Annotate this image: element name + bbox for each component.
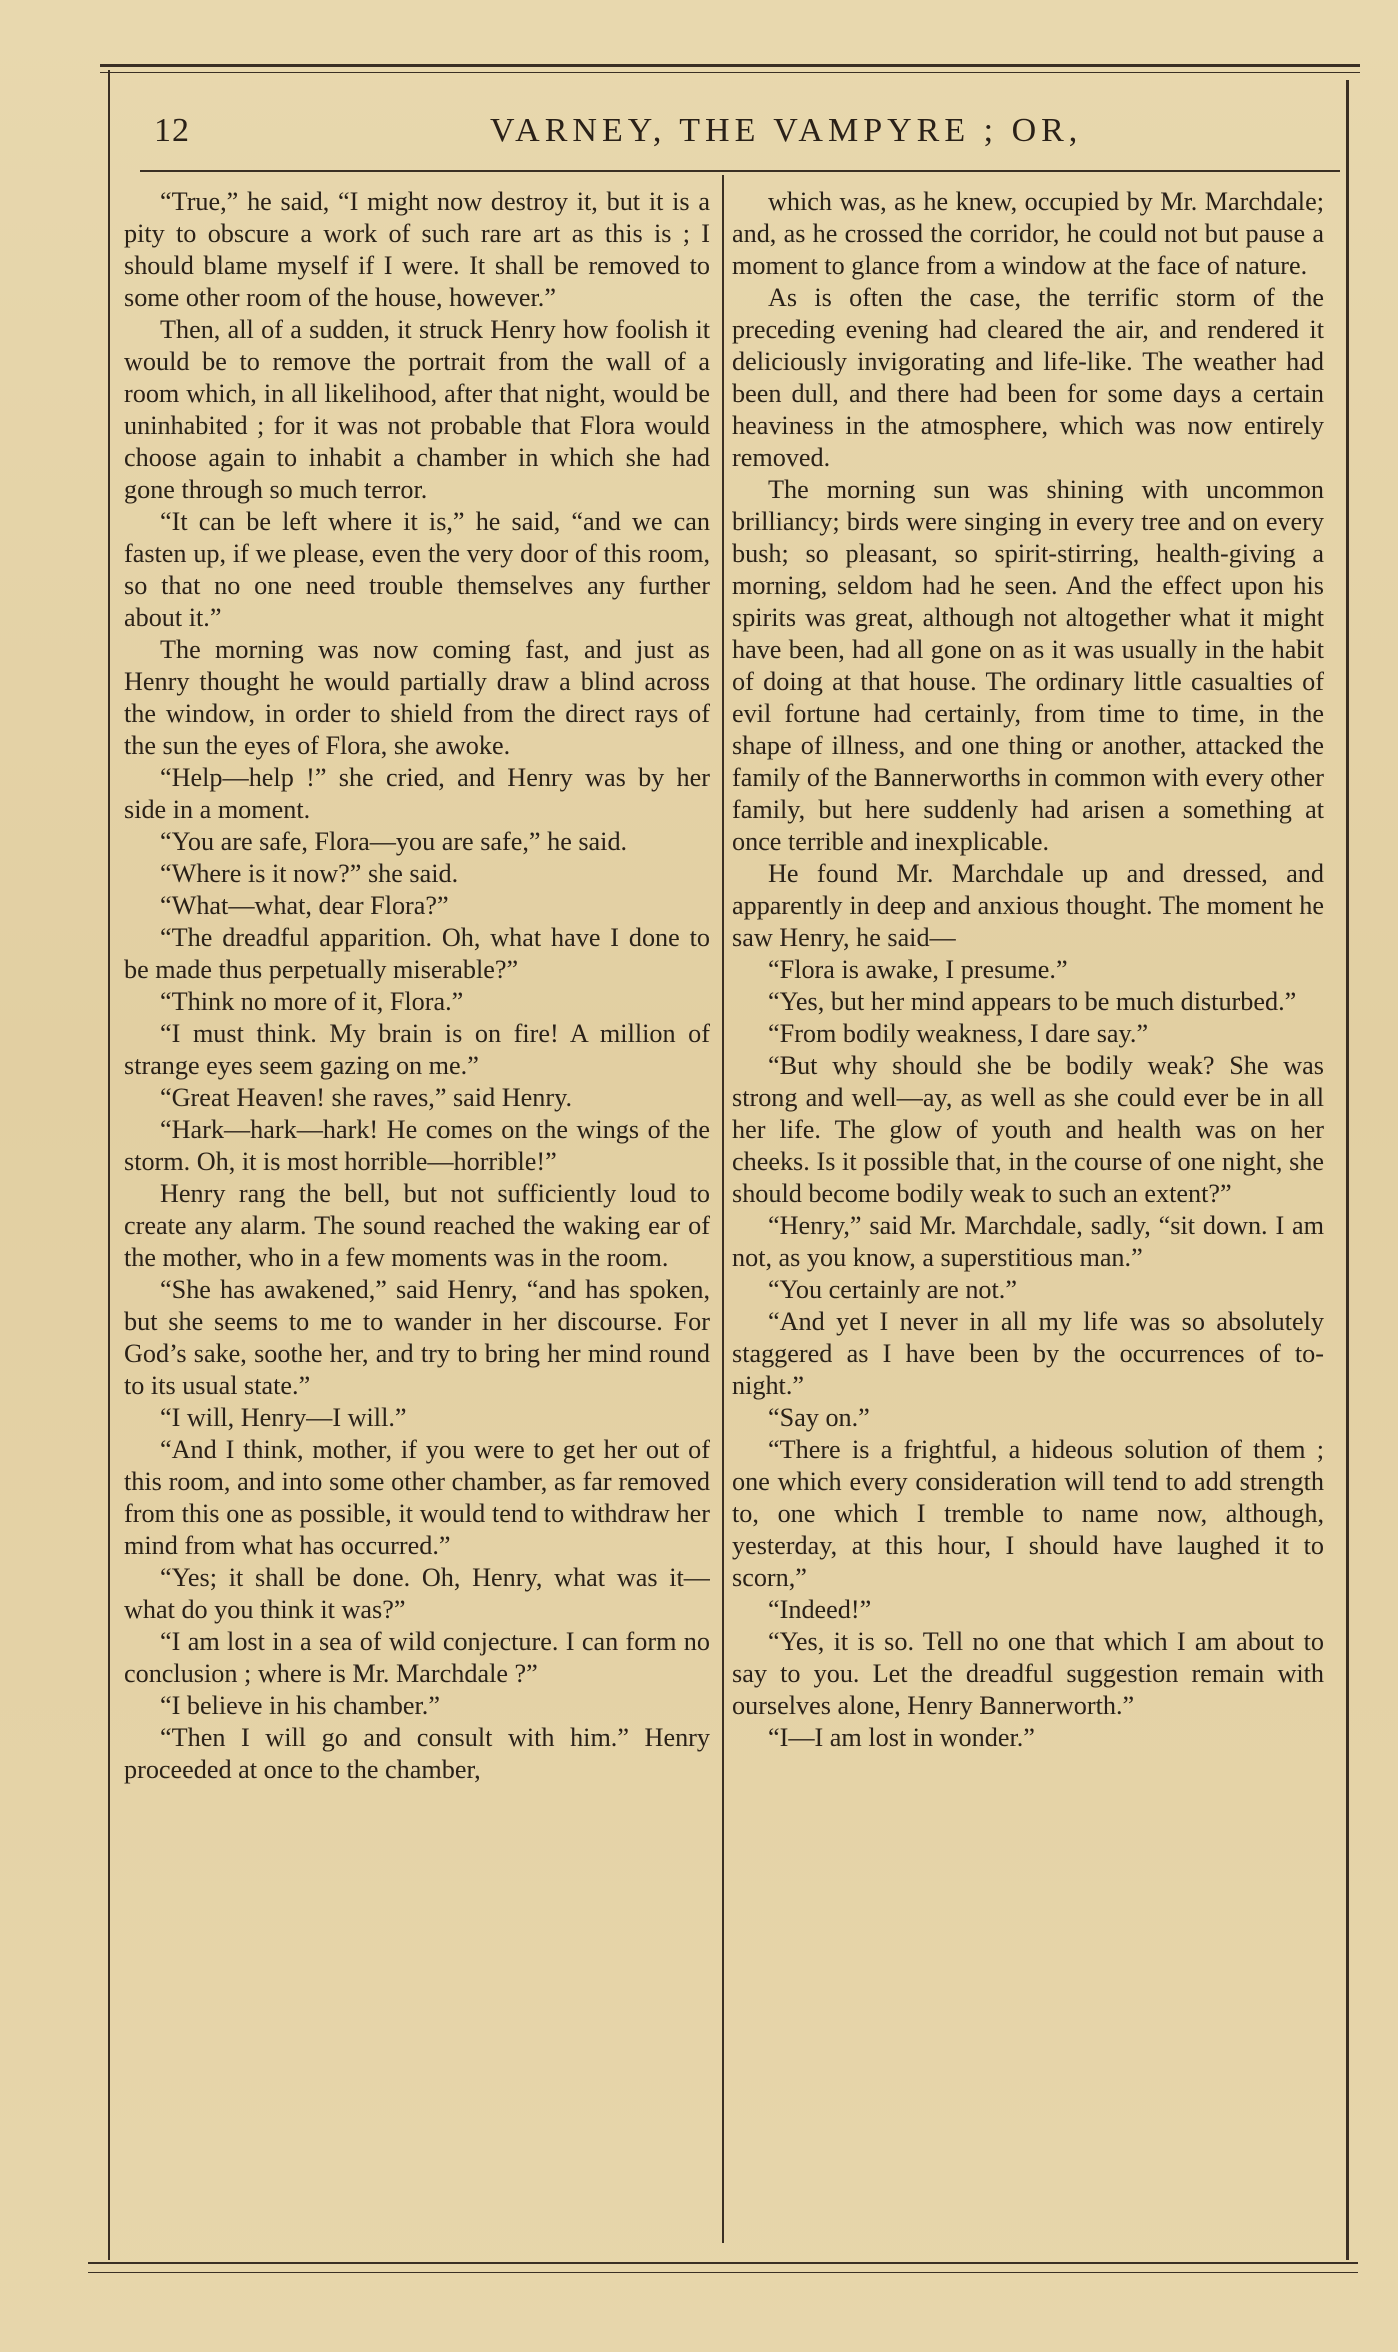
paragraph: Henry rang the bell, but not sufficiently loud to create any alarm. The sound reached the waking ear of the mother, who in a few moments was in the room. xyxy=(124,1179,710,1272)
paragraph: “The dreadful apparition. Oh, what have I done to be made thus perpetually miserable?” xyxy=(124,923,710,984)
paragraph: “What—what, dear Flora?” xyxy=(160,891,449,920)
paragraph: “Yes, but her mind appears to be much disturbed.” xyxy=(768,987,1297,1016)
paragraph: “And I think, mother, if you were to get her out of this room, and into some other chamber, as far removed from this one as possible, it would tend to withdraw her mind from what has occurred.” xyxy=(124,1435,710,1560)
paragraph: “You are safe, Flora—you are safe,” he said. xyxy=(160,827,628,856)
paragraph: “Think no more of it, Flora.” xyxy=(160,987,464,1016)
top-border-rule xyxy=(100,64,1360,67)
paragraph: “And yet I never in all my life was so absolutely staggered as I have been by the occurrences of to-night.” xyxy=(732,1307,1324,1400)
paragraph: which was, as he knew, occupied by Mr. Marchdale; and, as he crossed the corridor, he could not but pause a moment to glance from a window at the face of nature. xyxy=(732,187,1324,280)
left-column xyxy=(124,186,710,2246)
paragraph: “I will, Henry—I will.” xyxy=(160,1403,407,1432)
paragraph: The morning was now coming fast, and just as Henry thought he would partially draw a blind across the window, in order to shield from the direct rays of the sun the eyes of Flora, she awoke. xyxy=(124,635,710,760)
running-title: VARNEY, THE VAMPYRE ; OR, xyxy=(490,112,1083,149)
paragraph: “I must think. My brain is on fire! A million of strange eyes seem gazing on me.” xyxy=(124,1019,710,1080)
paragraph: “Yes, it is so. Tell no one that which I am about to say to you. Let the dreadful suggestion remain with ourselves alone, Henry Bannerworth.” xyxy=(732,1627,1324,1720)
paragraph: “There is a frightful, a hideous solution of them ; one which every consideration will tend to add strength to, one which I tremble to name now, although, yesterday, at this hour, I should have laughed it to scorn,” xyxy=(732,1435,1324,1592)
paragraph: “Flora is awake, I presume.” xyxy=(768,955,1068,984)
bottom-border-rule xyxy=(88,2262,1358,2264)
paragraph: The morning sun was shining with uncommon brilliancy; birds were singing in every tree and on every bush; so pleasant, so spirit-stirring, health-giving a morning, seldom had he seen. And the effect upon his spirits was great, although not altogether what it might have been, had all gone on as it was usually in the habit of doing at that house. The ordinary little casualties of evil fortune had certainly, from time to time, in the shape of illness, and one thing or another, attacked the family of the Bannerworths in common with every other family, but here suddenly had arisen a something at once terrible and inexplicable. xyxy=(732,475,1324,856)
paragraph: “Then I will go and consult with him.” Henry proceeded at once to the chamber, xyxy=(124,1723,710,1784)
paragraph: “But why should she be bodily weak? She was strong and well—ay, as well as she could ever be in all her life. The glow of youth and health was on her cheeks. Is it possible that, in the course of one night, she should become bodily weak to such an extent?” xyxy=(732,1051,1324,1208)
paragraph: “Hark—hark—hark! He comes on the wings of the storm. Oh, it is most horrible—horrible!” xyxy=(124,1115,710,1176)
paragraph: “I believe in his chamber.” xyxy=(160,1691,440,1720)
paragraph: “Help—help !” she cried, and Henry was by her side in a moment. xyxy=(124,763,710,824)
paragraph: “Indeed!” xyxy=(768,1595,872,1624)
paragraph: He found Mr. Marchdale up and dressed, and apparently in deep and anxious thought. The moment he saw Henry, he said— xyxy=(732,859,1324,952)
column-divider xyxy=(722,175,724,2243)
paragraph: “Say on.” xyxy=(768,1403,870,1432)
left-border-rule xyxy=(108,70,110,2260)
right-column xyxy=(732,186,1324,2246)
paragraph: “Henry,” said Mr. Marchdale, sadly, “sit down. I am not, as you know, a superstitious man.” xyxy=(732,1211,1324,1272)
paragraph: Then, all of a sudden, it struck Henry how foolish it would be to remove the portrait from the wall of a room which, in all likelihood, after that night, would be uninhabited ; for it was not probable that Flora would choose again to inhabit a chamber in which she had gone through so much terror. xyxy=(124,315,710,504)
paragraph: “True,” he said, “I might now destroy it, but it is a pity to obscure a work of such rare art as this is ; I should blame myself if I were. It shall be removed to some other room of the house, however.” xyxy=(124,187,710,312)
paragraph: “Where is it now?” she said. xyxy=(160,859,459,888)
paragraph: “She has awakened,” said Henry, “and has spoken, but she seems to me to wander in her discourse. For God’s sake, soothe her, and try to bring her mind round to its usual state.” xyxy=(124,1275,710,1400)
top-border-rule-thin xyxy=(100,72,1360,73)
paragraph: “It can be left where it is,” he said, “and we can fasten up, if we please, even the very door of this room, so that no one need trouble themselves any further about it.” xyxy=(124,507,710,632)
paragraph: “I am lost in a sea of wild conjecture. I can form no conclusion ; where is Mr. Marchdale ?” xyxy=(124,1627,710,1688)
bottom-border-rule-thin xyxy=(88,2272,1358,2273)
paragraph: “You certainly are not.” xyxy=(768,1275,1017,1304)
paragraph: “From bodily weakness, I dare say.” xyxy=(768,1019,1149,1048)
paragraph: “Great Heaven! she raves,” said Henry. xyxy=(160,1083,573,1112)
header-rule xyxy=(140,170,1340,172)
right-border-rule xyxy=(1346,80,1349,2260)
paragraph: As is often the case, the terrific storm of the preceding evening had cleared the air, and rendered it deliciously invigorating and life-like. The weather had been dull, and there had been for some days a certain heaviness in the atmosphere, which was now entirely removed. xyxy=(732,283,1324,472)
paragraph: “Yes; it shall be done. Oh, Henry, what was it—what do you think it was?” xyxy=(124,1563,710,1624)
page-number: 12 xyxy=(154,112,190,149)
paragraph: “I—I am lost in wonder.” xyxy=(768,1723,1035,1752)
page-header xyxy=(150,112,1330,162)
